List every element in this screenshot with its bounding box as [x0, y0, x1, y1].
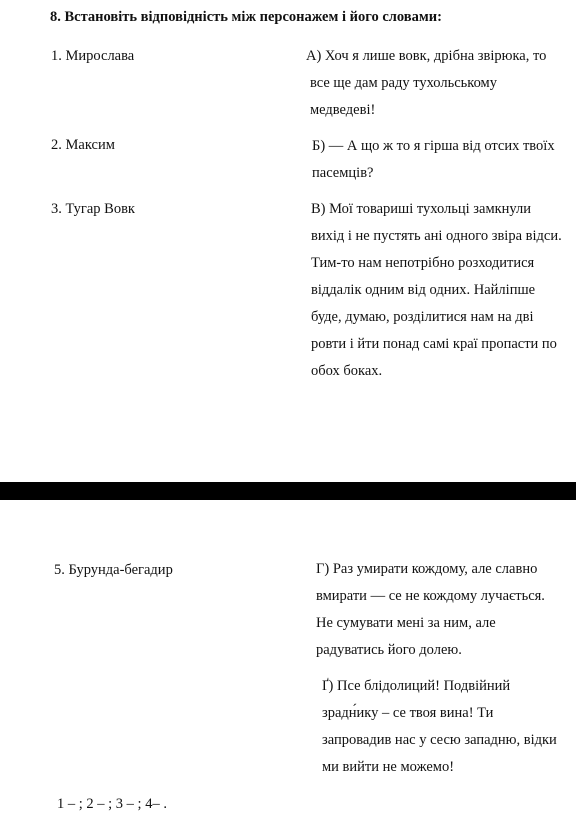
quote-a-line: А) Хоч я лише вовк, дрібна звірюка, то	[306, 48, 547, 64]
quote-h-line: Не сумувати мені за ним, але	[316, 615, 496, 631]
quote-v-line: віддалік одним від одних. Найліпше	[311, 282, 536, 298]
task-heading: 8. Встановіть відповідність між персонажем і його словами:	[50, 9, 442, 25]
quote-g-line: ми вийти не можемо!	[322, 759, 455, 775]
page-divider-bar	[0, 482, 576, 500]
quote-g-line: зрадн́ику – се твоя вина! Ти	[322, 705, 494, 721]
quote-a-line: медведеві!	[310, 102, 376, 118]
quote-g-line: Ґ) Псе блідолиций! Подвійний	[322, 678, 511, 694]
quote-g-line: запровадив нас у сесю западню, відки	[322, 732, 557, 748]
quote-h-line: радуватись його долею.	[316, 642, 462, 658]
quote-a-line: все ще дам раду тухольському	[310, 75, 497, 91]
quote-a	[306, 43, 546, 124]
quote-v-line: обох боках.	[311, 363, 383, 379]
answer-template: 1 – ; 2 – ; 3 – ; 4– .	[57, 796, 167, 812]
quote-h-line: вмирати — се не кождому лучається.	[316, 588, 545, 604]
quote-v-line: вихід і не пустять ані одного звіра відси.	[311, 228, 562, 244]
quote-b	[312, 133, 555, 187]
character-1: 1. Мирослава	[51, 48, 135, 64]
quote-g	[322, 673, 557, 781]
character-5: 5. Бурунда-бегадир	[54, 562, 173, 578]
quote-v-line: В) Мої товариші тухольці замкнули	[311, 201, 532, 217]
quote-h-line: Г) Раз умирати кождому, але славно	[316, 561, 538, 577]
quote-b-line: Б) — А що ж то я гірша від отсих твоїх	[312, 138, 555, 154]
quote-v-line: Тим-то нам непотрібно розходитися	[311, 255, 535, 271]
quote-v-line: буде, думаю, розділитися нам на дві	[311, 309, 534, 325]
character-3: 3. Тугар Вовк	[51, 201, 135, 217]
quote-h	[316, 556, 545, 664]
quote-v	[311, 196, 562, 385]
character-2: 2. Максим	[51, 137, 115, 153]
quote-b-line: пасемців?	[312, 165, 374, 181]
quote-v-line: ровти і йти понад самі краї пропасти по	[311, 336, 557, 352]
